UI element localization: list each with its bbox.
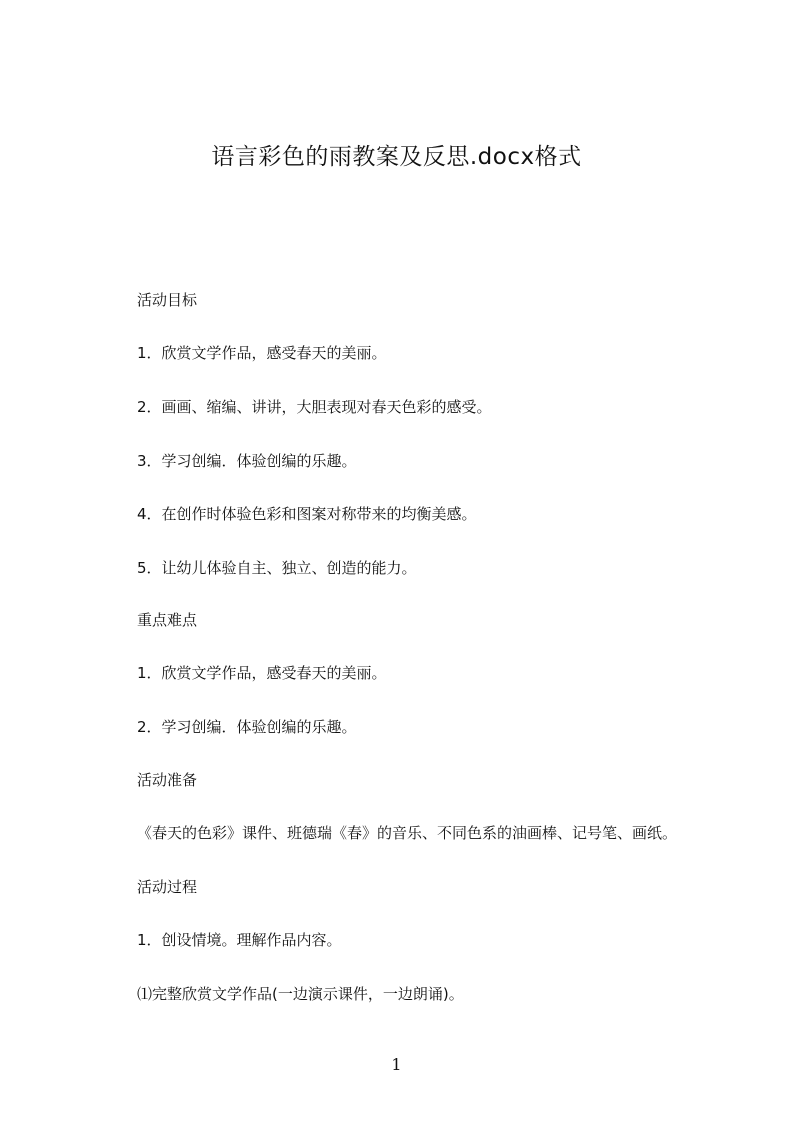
paragraph-line: ⑴完整欣赏文学作品(一边演示课件，一边朗诵)。 [137,985,464,1003]
paragraph-line: 2．学习创编．体验创编的乐趣。 [137,718,357,736]
paragraph-line: 《春天的色彩》课件、班德瑞《春》的音乐、不同色系的油画棒、记号笔、画纸。 [137,824,678,842]
document-title: 语言彩色的雨教案及反思.docx格式 [211,144,582,170]
page-number: 1 [391,1055,402,1074]
section-heading-key-points: 重点难点 [137,611,198,629]
paragraph-line: 1．欣赏文学作品，感受春天的美丽。 [137,344,387,362]
paragraph-line: 2．画画、缩编、讲讲，大胆表现对春天色彩的感受。 [137,398,492,416]
paragraph-line: 5．让幼儿体验自主、独立、创造的能力。 [137,559,417,577]
paragraph-line: 4．在创作时体验色彩和图案对称带来的均衡美感。 [137,505,477,523]
paragraph-line: 1．创设情境。理解作品内容。 [137,931,342,949]
section-heading-activity-goals: 活动目标 [137,291,198,309]
section-heading-preparation: 活动准备 [137,771,198,789]
section-heading-process: 活动过程 [137,878,198,896]
paragraph-line: 3．学习创编．体验创编的乐趣。 [137,452,357,470]
paragraph-line: 1．欣赏文学作品，感受春天的美丽。 [137,664,387,682]
